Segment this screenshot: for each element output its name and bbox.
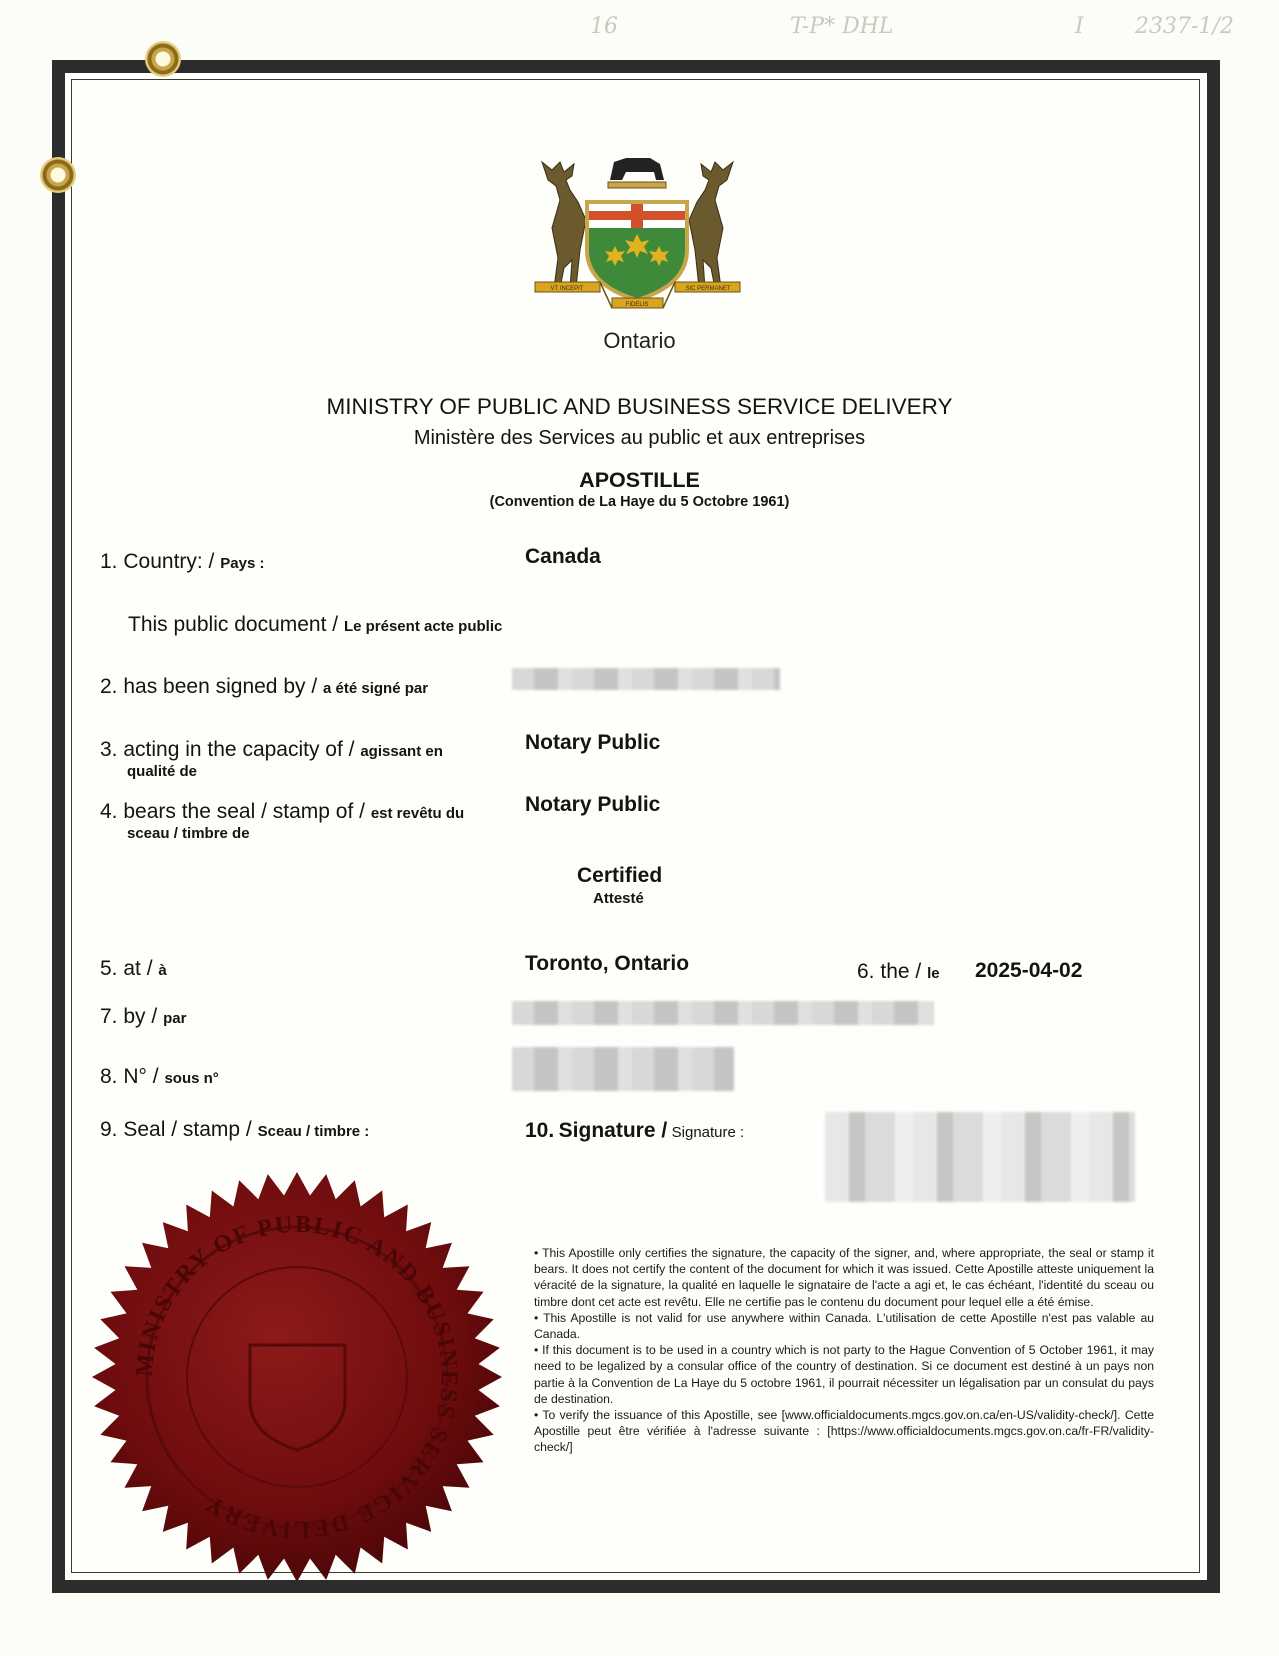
- ontario-coat-of-arms: [530, 150, 745, 335]
- field-seal-of-label-fr: sceau / timbre de: [127, 825, 250, 842]
- pencil-mark: I: [1075, 14, 1084, 39]
- motto-center: FIDELIS: [625, 302, 649, 308]
- field-seal-label: 9. Seal / stamp / Sceau / timbre :: [100, 1118, 370, 1141]
- field-seal-of-label: 4. bears the seal / stamp of / est revêtu du: [100, 800, 465, 823]
- field-country-label: 1. Country: / Pays :: [100, 550, 265, 573]
- grommet: [40, 157, 76, 193]
- redacted-signature: [825, 1112, 1135, 1202]
- field-capacity-label: 3. acting in the capacity of / agissant en: [100, 738, 443, 761]
- redacted-apostille-number: [512, 1047, 734, 1091]
- note-item: • If this document is to be used in a country which is not party to the Hague Convention of 5 October 1961, it may need to be legalized by a consular office of the country of destination. Si ce document est destiné à un pays non partie à la Convention de La Haye du 5 octobre 1961, il pourrait nécessiter un légalisation par un consulat du pays de destination.: [534, 1343, 1154, 1406]
- motto-left: VT INCEPIT: [550, 286, 584, 292]
- field-signed-by-label: 2. has been signed by / a été signé par: [100, 675, 429, 698]
- field-at-label: 5. at / à: [100, 957, 167, 980]
- field-signature-label: 10. Signature / Signature :: [525, 1119, 745, 1142]
- document-title: APOSTILLE: [579, 468, 700, 492]
- note-item: • To verify the issuance of this Apostille, see [www.officialdocuments.mgcs.gov.on.ca/en-US/validity-check/]. Cette Apostille peut être vérifiée à l'adresse suivante : [https://www.officialdocuments.mgcs.gov.on.ca/fr-FR/validity-check/]: [534, 1408, 1154, 1455]
- certified-heading-fr: Attesté: [593, 890, 644, 907]
- redacted-issuer-name: [512, 1001, 934, 1025]
- ontario-wordmark: Ontario: [603, 328, 676, 353]
- grommet: [145, 41, 181, 77]
- field-date-label: 6. the / le: [857, 960, 940, 983]
- field-capacity-label-fr: qualité de: [127, 763, 198, 780]
- motto-right: SIC PERMANET: [685, 286, 731, 292]
- note-item: • This Apostille only certifies the signature, the capacity of the signer, and, where appropriate, the seal or stamp it bears. It does not certify the content of the document for which it was issued. Cette Apostille atteste uniquement la véracité de la signature, la qualité en laquelle le signataire de l'acte a agi et, le cas échéant, l'identité du sceau ou timbre dont cet acte est revêtu. Elle ne certifie pas le contenu du document pour lequel elle a été émise.: [534, 1246, 1154, 1309]
- pencil-mark: 2337-1/2: [1135, 14, 1234, 39]
- embossed-ministry-seal: [90, 1170, 505, 1585]
- pencil-mark: T-P* DHL: [790, 14, 894, 39]
- wreath: [608, 182, 666, 188]
- apostille-notes: [534, 1245, 1154, 1456]
- intro-statement: This public document / Le présent acte public: [128, 613, 503, 636]
- document-subtitle: (Convention de La Haye du 5 Octobre 1961): [489, 494, 790, 510]
- ministry-title-en: MINISTRY OF PUBLIC AND BUSINESS SERVICE DELIVERY: [326, 394, 953, 419]
- field-at-value: Toronto, Ontario: [525, 952, 690, 975]
- field-capacity-value: Notary Public: [525, 731, 661, 754]
- field-seal-of-value: Notary Public: [525, 793, 661, 816]
- field-number-label: 8. N° / sous n°: [100, 1065, 219, 1088]
- ministry-title-fr: Ministère des Services au public et aux entreprises: [413, 427, 866, 449]
- certified-heading: Certified: [577, 864, 663, 887]
- note-item: • This Apostille is not valid for use anywhere within Canada. L'utilisation de cette Apostille n'est pas valable au Canada.: [534, 1310, 1154, 1342]
- field-country-value: Canada: [525, 545, 601, 568]
- field-by-label: 7. by / par: [100, 1005, 187, 1028]
- field-date-value: 2025-04-02: [975, 959, 1083, 982]
- pencil-mark: 16: [590, 14, 618, 39]
- redacted-signer-name: [512, 668, 780, 690]
- seal-text: MINISTRY OF PUBLIC AND BUSINESS SERVICE DELIVERY: [131, 1211, 463, 1543]
